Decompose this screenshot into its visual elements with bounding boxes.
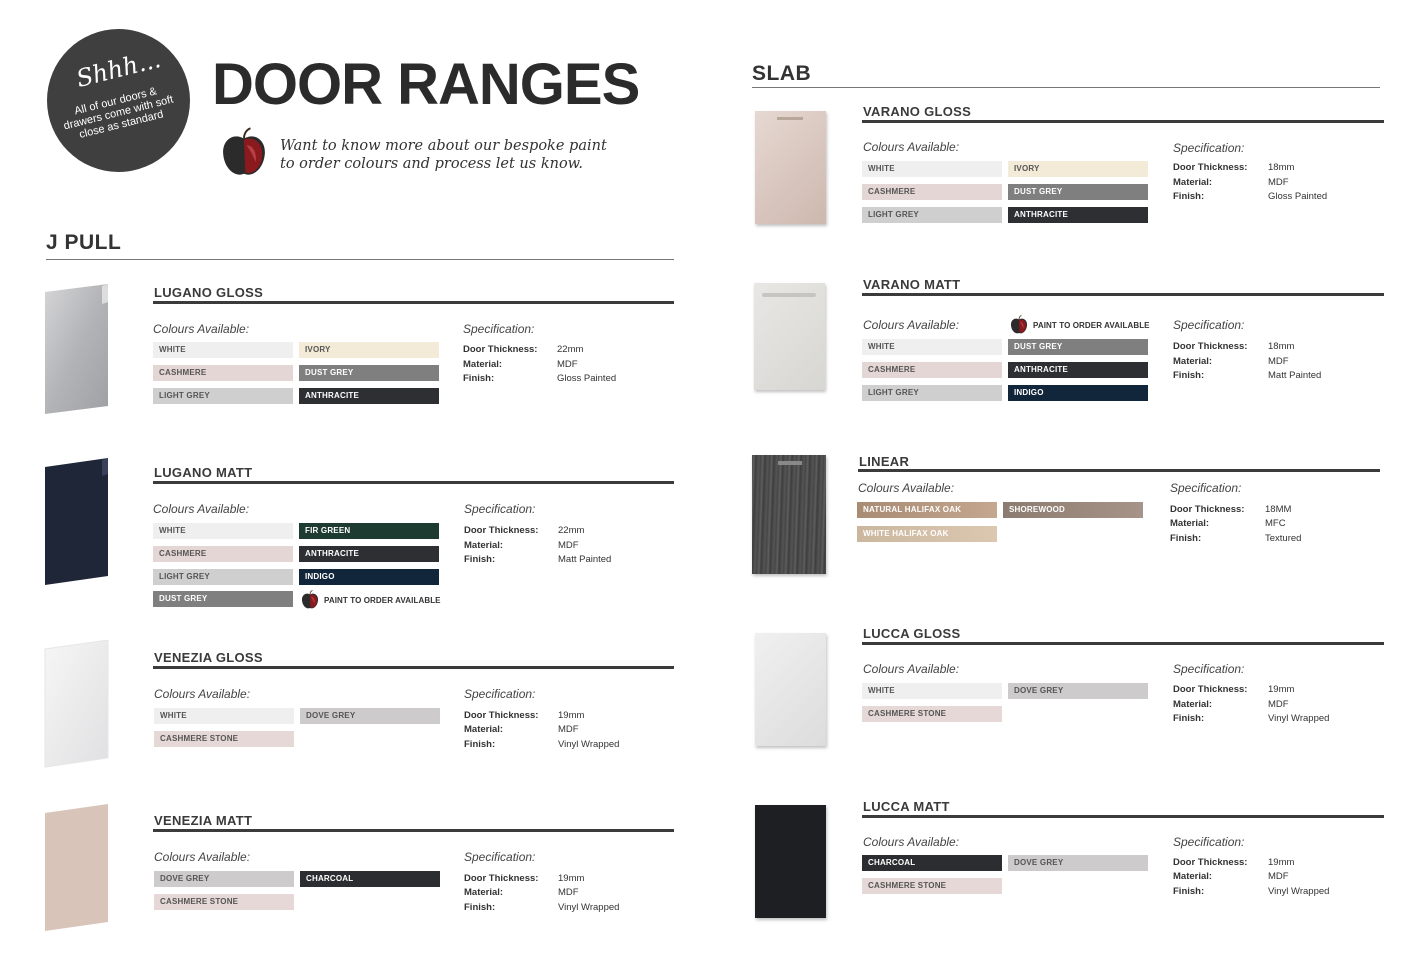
section-rule (752, 87, 1380, 88)
section-title-jpull: J PULL (46, 231, 122, 254)
swatch-dust-grey: DUST GREY (299, 365, 439, 381)
spec-thickness-label: Door Thickness: (1173, 162, 1248, 173)
spec-material-label: Material: (464, 724, 504, 735)
swatch-white: WHITE (862, 339, 1002, 355)
spec-finish-value: Vinyl Wrapped (558, 902, 620, 913)
section-rule (46, 259, 674, 260)
colours-label: Colours Available: (863, 318, 960, 332)
spec-finish-value: Gloss Painted (1268, 191, 1328, 202)
tagline-line-2: to order colours and process let us know. (280, 156, 583, 172)
product-title: VARANO GLOSS (863, 104, 972, 119)
spec-finish-value: Vinyl Wrapped (1268, 886, 1330, 897)
spec-thickness-label: Door Thickness: (464, 525, 539, 536)
swatch-dove-grey: DOVE GREY (1008, 855, 1148, 871)
spec-finish-value: Matt Painted (1268, 370, 1322, 381)
spec-material-label: Material: (463, 359, 503, 370)
spec-label: Specification: (464, 687, 536, 701)
spec-finish-label: Finish: (464, 902, 496, 913)
spec-thickness-value: 22mm (557, 344, 584, 355)
spec-label: Specification: (1173, 835, 1245, 849)
spec-thickness-value: 18MM (1265, 504, 1292, 515)
swatch-indigo: INDIGO (299, 569, 439, 585)
badge-text: All of our doors & drawers come with soft close as standard (62, 85, 175, 141)
paint-to-order-note: PAINT TO ORDER AVAILABLE (1033, 321, 1150, 330)
spec-finish-label: Finish: (1173, 370, 1205, 381)
product-title: LUGANO MATT (154, 465, 253, 480)
spec-thickness-value: 18mm (1268, 162, 1295, 173)
spec-material-label: Material: (1173, 356, 1213, 367)
spec-finish-label: Finish: (463, 373, 495, 384)
swatch-white: WHITE (862, 683, 1002, 699)
spec-finish-label: Finish: (1170, 533, 1202, 544)
colours-label: Colours Available: (153, 322, 250, 336)
spec-thickness-value: 18mm (1268, 341, 1295, 352)
product-rule (858, 469, 1380, 472)
product-title: VENEZIA MATT (154, 813, 253, 828)
spec-finish-label: Finish: (1173, 713, 1205, 724)
swatch-dust-grey: DUST GREY (1008, 339, 1148, 355)
spec-label: Specification: (464, 502, 536, 516)
swatch-dove-grey: DOVE GREY (1008, 683, 1148, 699)
product-title: VENEZIA GLOSS (154, 650, 263, 665)
spec-finish-label: Finish: (1173, 191, 1205, 202)
spec-label: Specification: (464, 850, 536, 864)
spec-thickness-label: Door Thickness: (464, 710, 539, 721)
swatch-cashmere-stone: CASHMERE STONE (154, 731, 294, 747)
spec-thickness-label: Door Thickness: (1173, 341, 1248, 352)
product-title: LINEAR (859, 454, 910, 469)
product-rule (862, 293, 1384, 296)
product-title: LUGANO GLOSS (154, 285, 264, 300)
product-title: VARANO MATT (863, 277, 961, 292)
spec-thickness-label: Door Thickness: (464, 873, 539, 884)
product-rule (862, 642, 1384, 645)
swatch-white: WHITE (153, 342, 293, 358)
door-image-lucca-gloss (755, 633, 826, 746)
spec-material-value: MDF (1268, 177, 1289, 188)
spec-material-label: Material: (464, 540, 504, 551)
door-image-lugano-gloss (44, 284, 110, 416)
spec-thickness-value: 19mm (1268, 684, 1295, 695)
spec-thickness-label: Door Thickness: (1173, 684, 1248, 695)
door-image-varano-matt (754, 283, 825, 390)
swatch-cashmere-stone: CASHMERE STONE (862, 706, 1002, 722)
spec-material-label: Material: (1170, 518, 1210, 529)
spec-finish-value: Gloss Painted (557, 373, 617, 384)
product-title: LUCCA GLOSS (863, 626, 961, 641)
tagline-line-1: Want to know more about our bespoke paint (280, 138, 607, 154)
door-image-linear (752, 455, 826, 574)
swatch-ivory: IVORY (299, 342, 439, 358)
spec-finish-label: Finish: (464, 739, 496, 750)
swatch-ivory: IVORY (1008, 161, 1148, 177)
spec-thickness-value: 19mm (558, 873, 585, 884)
swatch-cashmere: CASHMERE (153, 365, 293, 381)
spec-finish-value: Vinyl Wrapped (1268, 713, 1330, 724)
product-rule (153, 301, 674, 304)
product-rule (153, 666, 674, 669)
swatch-charcoal: CHARCOAL (862, 855, 1002, 871)
paint-tagline (280, 137, 640, 173)
colours-label: Colours Available: (863, 835, 960, 849)
product-rule (862, 120, 1384, 123)
spec-label: Specification: (1173, 662, 1245, 676)
swatch-cashmere-stone: CASHMERE STONE (862, 878, 1002, 894)
spec-thickness-label: Door Thickness: (463, 344, 538, 355)
spec-thickness-label: Door Thickness: (1170, 504, 1245, 515)
swatch-dove-grey: DOVE GREY (154, 871, 294, 887)
spec-material-value: MDF (1268, 356, 1289, 367)
apple-icon (1009, 315, 1029, 335)
spec-finish-value: Matt Painted (558, 554, 612, 565)
page-title: DOOR RANGES (212, 52, 640, 117)
section-title-slab: SLAB (752, 62, 812, 85)
soft-close-badge (47, 29, 190, 172)
swatch-shorewood: SHOREWOOD (1003, 502, 1143, 518)
product-title: LUCCA MATT (863, 799, 950, 814)
spec-finish-label: Finish: (1173, 886, 1205, 897)
door-image-lucca-matt (755, 805, 826, 918)
swatch-dove-grey: DOVE GREY (300, 708, 440, 724)
product-rule (862, 815, 1384, 818)
spec-thickness-label: Door Thickness: (1173, 857, 1248, 868)
swatch-dust-grey: DUST GREY (1008, 184, 1148, 200)
swatch-light-grey: LIGHT GREY (862, 385, 1002, 401)
spec-material-label: Material: (464, 887, 504, 898)
apple-icon (300, 590, 320, 610)
swatch-light-grey: LIGHT GREY (153, 569, 293, 585)
spec-material-value: MFC (1265, 518, 1286, 529)
spec-label: Specification: (1173, 141, 1245, 155)
spec-material-label: Material: (1173, 177, 1213, 188)
swatch-cashmere: CASHMERE (153, 546, 293, 562)
spec-finish-label: Finish: (464, 554, 496, 565)
spec-thickness-value: 19mm (558, 710, 585, 721)
spec-material-value: MDF (558, 724, 579, 735)
swatch-white: WHITE (153, 523, 293, 539)
spec-material-value: MDF (557, 359, 578, 370)
swatch-natural-halifax-oak: NATURAL HALIFAX OAK (857, 502, 997, 518)
door-image-venezia-matt (44, 804, 110, 934)
spec-material-value: MDF (1268, 871, 1289, 882)
colours-label: Colours Available: (858, 481, 955, 495)
swatch-white: WHITE (154, 708, 294, 724)
colours-label: Colours Available: (154, 687, 251, 701)
colours-label: Colours Available: (154, 850, 251, 864)
swatch-anthracite: ANTHRACITE (1008, 207, 1148, 223)
swatch-indigo: INDIGO (1008, 385, 1148, 401)
spec-material-label: Material: (1173, 871, 1213, 882)
spec-label: Specification: (1170, 481, 1242, 495)
swatch-fir-green: FIR GREEN (299, 523, 439, 539)
swatch-cashmere: CASHMERE (862, 184, 1002, 200)
swatch-anthracite: ANTHRACITE (299, 546, 439, 562)
swatch-light-grey: LIGHT GREY (153, 388, 293, 404)
product-rule (153, 481, 674, 484)
swatch-white: WHITE (862, 161, 1002, 177)
swatch-cashmere-stone: CASHMERE STONE (154, 894, 294, 910)
swatch-white-halifax-oak: WHITE HALIFAX OAK (857, 526, 997, 542)
spec-label: Specification: (1173, 318, 1245, 332)
swatch-anthracite: ANTHRACITE (299, 388, 439, 404)
spec-finish-value: Vinyl Wrapped (558, 739, 620, 750)
swatch-cashmere: CASHMERE (862, 362, 1002, 378)
spec-material-value: MDF (558, 887, 579, 898)
badge-title: Shhh... (73, 45, 164, 93)
colours-label: Colours Available: (863, 662, 960, 676)
swatch-light-grey: LIGHT GREY (862, 207, 1002, 223)
door-image-lugano-matt (44, 458, 110, 588)
spec-material-value: MDF (1268, 699, 1289, 710)
spec-label: Specification: (463, 322, 535, 336)
door-image-venezia-gloss (44, 640, 110, 770)
spec-thickness-value: 22mm (558, 525, 585, 536)
swatch-charcoal: CHARCOAL (300, 871, 440, 887)
spec-material-value: MDF (558, 540, 579, 551)
swatch-dust-grey: DUST GREY (153, 591, 293, 607)
paint-to-order-note: PAINT TO ORDER AVAILABLE (324, 596, 441, 605)
spec-thickness-value: 19mm (1268, 857, 1295, 868)
colours-label: Colours Available: (153, 502, 250, 516)
spec-finish-value: Textured (1265, 533, 1302, 544)
colours-label: Colours Available: (863, 140, 960, 154)
spec-material-label: Material: (1173, 699, 1213, 710)
swatch-anthracite: ANTHRACITE (1008, 362, 1148, 378)
apple-icon (218, 124, 270, 186)
door-image-varano-gloss (755, 111, 826, 224)
product-rule (153, 829, 674, 832)
